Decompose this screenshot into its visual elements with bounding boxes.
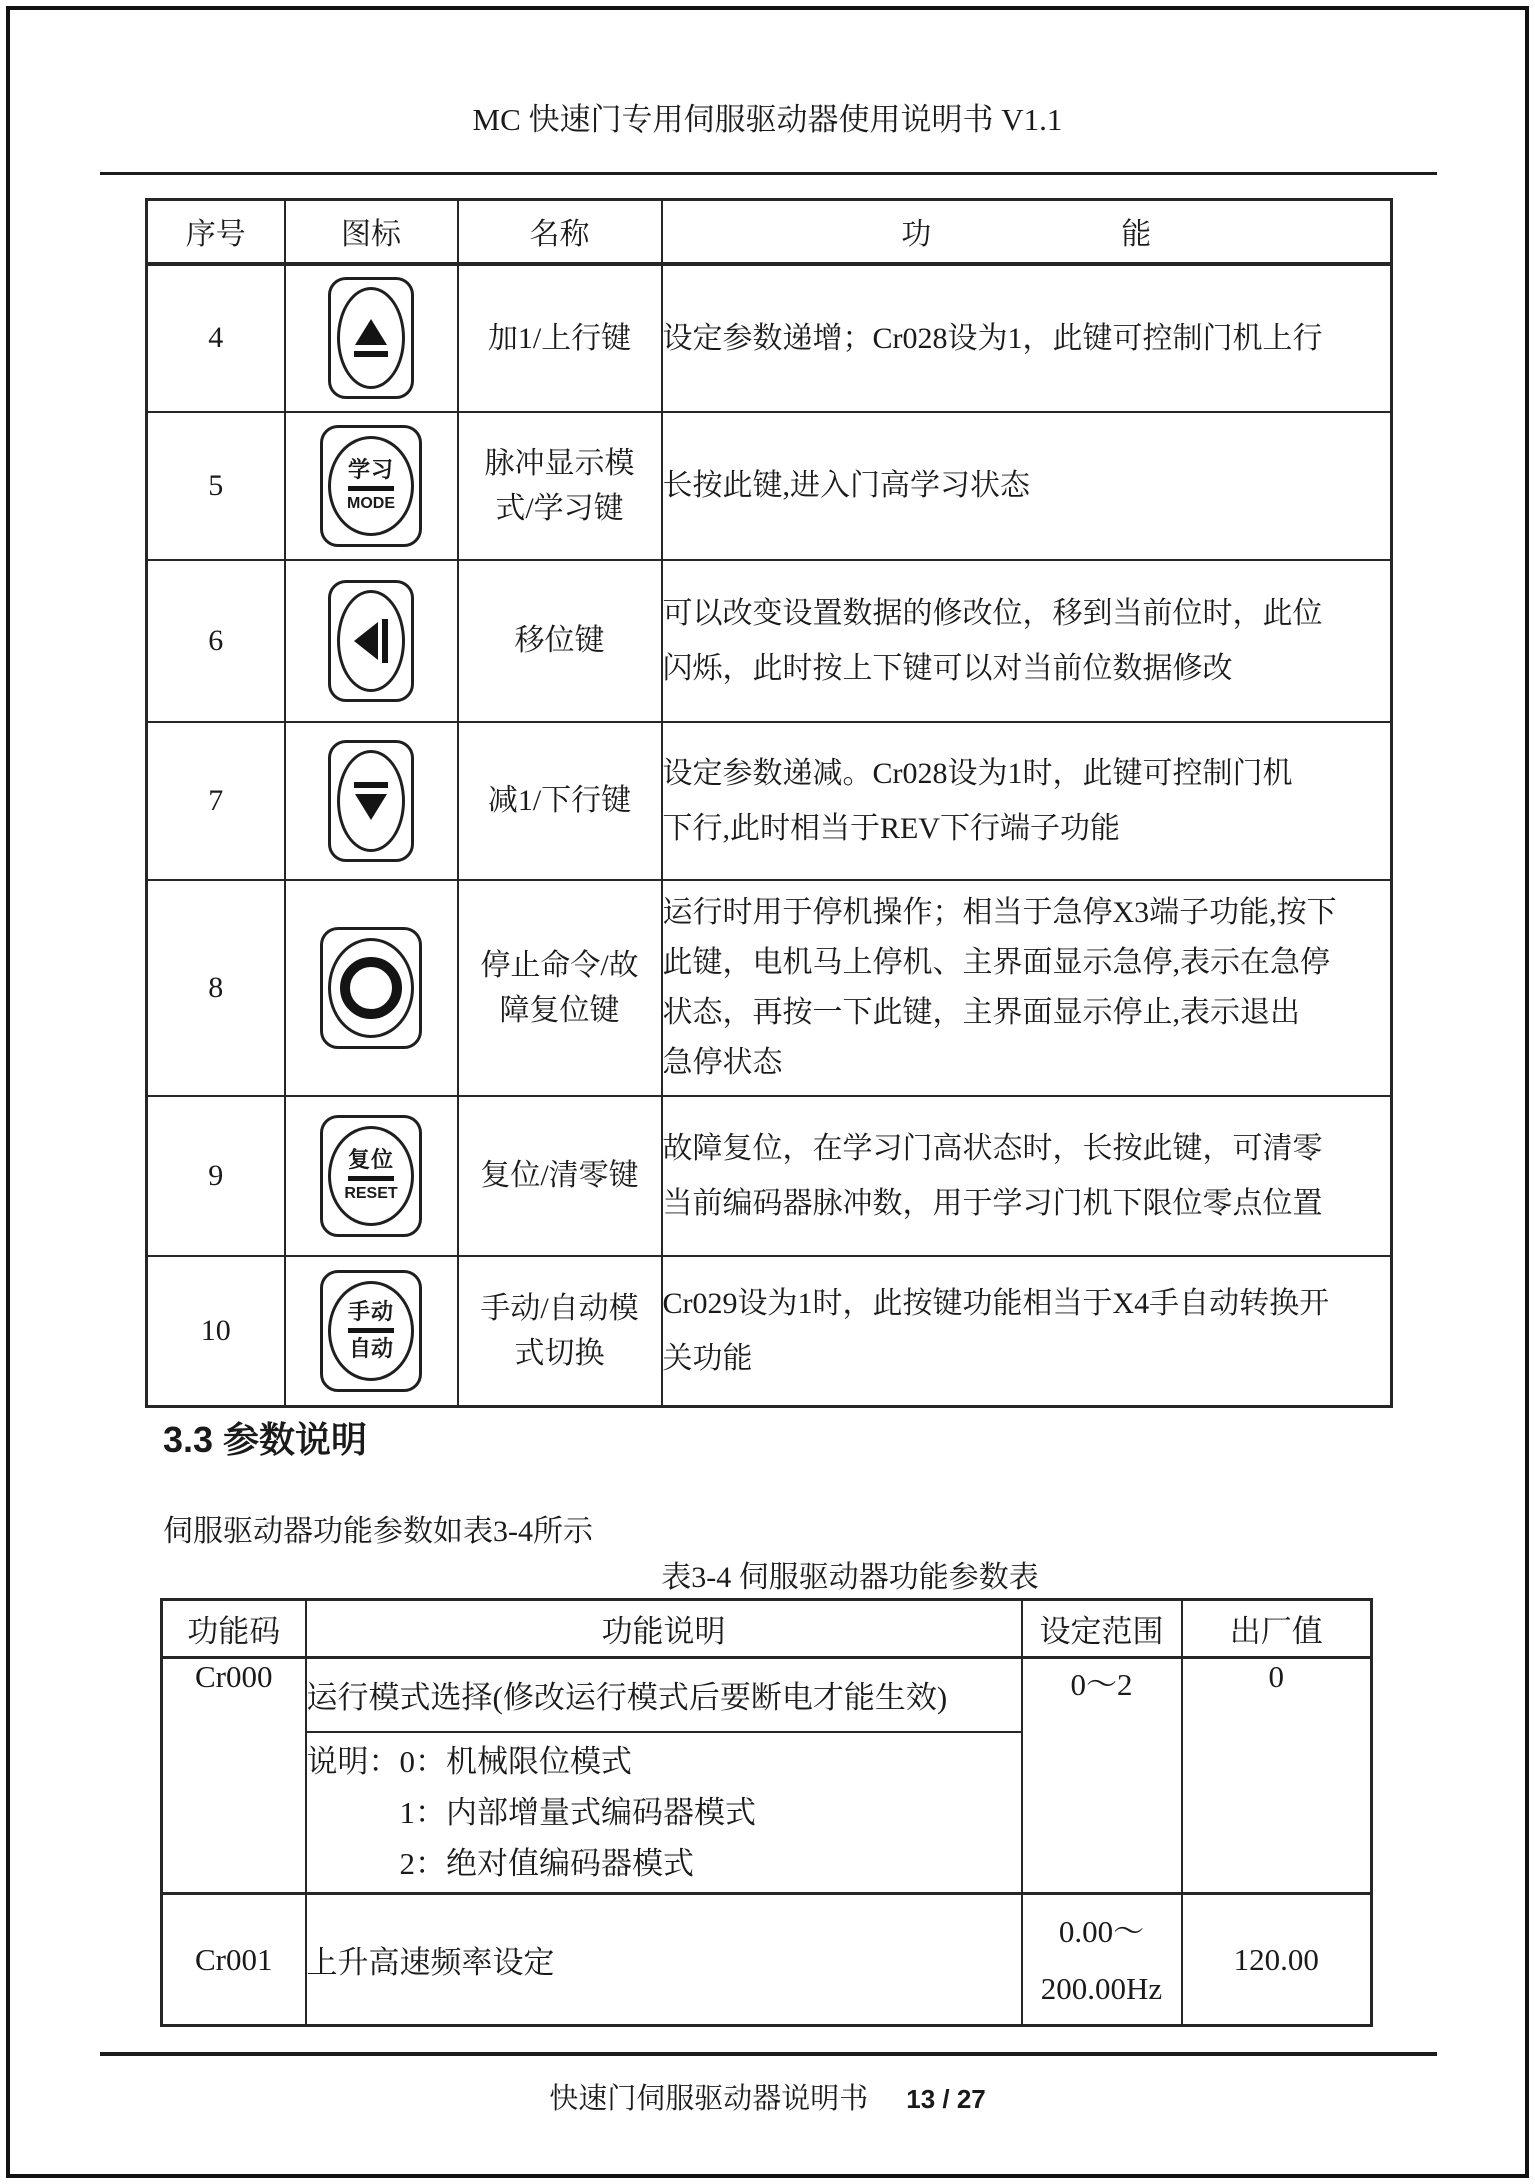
param-note-line: 说明：0：机械限位模式 (306, 1743, 632, 1779)
key-name-line: 移位键 (514, 624, 605, 657)
reset-key-icon (320, 1115, 422, 1237)
key-label-top: 复位 (347, 1147, 394, 1173)
key-icon-cell (285, 722, 458, 880)
key-name-line: 式切换 (514, 1336, 605, 1370)
col-header-range: 设定范围 (1022, 1600, 1182, 1658)
col-header-name: 名称 (458, 200, 662, 264)
param-code: Cr000 (162, 1658, 306, 1894)
col-header-function (662, 200, 1392, 264)
key-function-line: 长按此键,进入门高学习状态 (662, 469, 1030, 502)
param-range-line: 200.00Hz (1040, 1970, 1163, 2006)
key-function (662, 560, 1392, 722)
key-function-line: 设定参数递增；Cr028设为1，此键可控制门机上行 (662, 321, 1323, 355)
key-function-line: 运行时用于停机操作；相当于急停X3端子功能,按下 (662, 895, 1337, 929)
key-name-line: 减1/下行键 (487, 784, 632, 817)
key-description-table (145, 198, 1393, 1408)
key-index: 10 (147, 1256, 285, 1407)
key-index: 6 (147, 560, 285, 722)
key-index: 9 (147, 1096, 285, 1256)
manual-auto-key-icon (320, 1270, 422, 1392)
table-row (147, 560, 1392, 722)
parameter-table (160, 1598, 1373, 2027)
key-index: 8 (147, 880, 285, 1096)
key-function-line: 可以改变设置数据的修改位，移到当前位时，此位 (662, 596, 1323, 630)
key-function-line: Cr029设为1时，此按键功能相当于X4手自动转换开 (662, 1286, 1330, 1320)
table-row (147, 412, 1392, 560)
table-row (162, 1658, 1372, 1732)
key-function-line: 关功能 (662, 1341, 753, 1375)
key-name (458, 412, 662, 560)
key-label-divider (348, 1176, 394, 1181)
param-description: 运行模式选择(修改运行模式后要断电才能生效) (306, 1658, 1022, 1732)
down-key-icon (328, 740, 414, 862)
footer-doc-name: 快速门伺服驱动器说明书 (549, 2083, 869, 2115)
key-function (662, 412, 1392, 560)
col-header-description: 功能说明 (306, 1600, 1022, 1658)
key-name (458, 1256, 662, 1407)
key-label-bottom: RESET (344, 1185, 398, 1203)
page-footer (0, 2076, 1535, 2117)
key-index: 5 (147, 412, 285, 560)
table-header-row (147, 200, 1392, 264)
section-heading: 3.3 参数说明 (163, 1419, 368, 1460)
param-range-line: 0.00～ (1058, 1913, 1145, 1949)
function-header-char: 功 (901, 218, 932, 252)
key-function (662, 880, 1392, 1096)
key-label-bottom: 自动 (348, 1336, 393, 1362)
key-icon-cell (285, 264, 458, 412)
key-name (458, 722, 662, 880)
key-name-line: 停止命令/故 (480, 948, 639, 982)
key-label-bottom: MODE (347, 495, 395, 513)
param-note-line: 2：绝对值编码器模式 (399, 1845, 694, 1881)
table-row (147, 880, 1392, 1096)
key-function-line: 故障复位，在学习门高状态时，长按此键，可清零 (662, 1131, 1323, 1165)
table-row (147, 1096, 1392, 1256)
key-index: 4 (147, 264, 285, 412)
param-note-line: 1：内部增量式编码器模式 (399, 1794, 756, 1830)
param-note (306, 1732, 1022, 1894)
key-name-line: 脉冲显示模 (484, 446, 635, 480)
col-header-code: 功能码 (162, 1600, 306, 1658)
key-function-line: 此键，电机马上停机、主界面显示急停,表示在急停 (662, 945, 1330, 979)
param-range: 0～2 (1022, 1658, 1182, 1894)
footer-page-number: 13 / 27 (906, 2084, 986, 2114)
learn-mode-key-icon (320, 425, 422, 547)
key-function-line: 下行,此时相当于REV下行端子功能 (662, 811, 1120, 845)
col-header-index: 序号 (147, 200, 285, 264)
key-name-line: 复位/清零键 (480, 1159, 639, 1192)
param-table-caption: 表3-4 伺服驱动器功能参数表 (661, 1561, 1039, 1594)
key-name-line: 加1/上行键 (487, 321, 632, 355)
section-intro: 伺服驱动器功能参数如表3-4所示 (163, 1515, 593, 1548)
key-name (458, 880, 662, 1096)
key-label-top: 学习 (347, 457, 394, 483)
key-function-line: 急停状态 (662, 1045, 783, 1079)
key-function (662, 1096, 1392, 1256)
key-function-line: 设定参数递减。Cr028设为1时，此键可控制门机 (662, 756, 1293, 790)
param-default: 120.00 (1182, 1894, 1372, 2026)
key-name-line: 式/学习键 (495, 491, 624, 525)
table-row (147, 264, 1392, 412)
key-label-top: 手动 (347, 1299, 394, 1325)
col-header-icon: 图标 (285, 200, 458, 264)
table-row (162, 1894, 1372, 2026)
document-title: MC 快速门专用伺服驱动器使用说明书 V1.1 (472, 102, 1063, 137)
key-name (458, 264, 662, 412)
key-icon-cell (285, 1096, 458, 1256)
param-code: Cr001 (162, 1894, 306, 2026)
key-icon-cell (285, 560, 458, 722)
stop-key-icon (320, 927, 422, 1049)
header-rule (100, 172, 1437, 175)
key-label-divider (348, 486, 394, 491)
shift-key-icon (328, 580, 414, 702)
key-function (662, 1256, 1392, 1407)
key-label-divider (348, 1328, 394, 1333)
key-icon-cell (285, 1256, 458, 1407)
key-function-line: 当前编码器脉冲数，用于学习门机下限位零点位置 (662, 1186, 1323, 1220)
key-name-line: 障复位键 (499, 993, 620, 1027)
function-header-char: 能 (1121, 218, 1152, 252)
key-function-line: 状态，再按一下此键，主界面显示停止,表示退出 (662, 995, 1300, 1029)
table-header-row (162, 1600, 1372, 1658)
key-function (662, 264, 1392, 412)
key-function (662, 722, 1392, 880)
param-default: 0 (1182, 1658, 1372, 1894)
param-description: 上升高速频率设定 (306, 1894, 1022, 2026)
key-name (458, 1096, 662, 1256)
param-range (1022, 1894, 1182, 2026)
key-icon-cell (285, 412, 458, 560)
key-icon-cell (285, 880, 458, 1096)
key-index: 7 (147, 722, 285, 880)
up-key-icon (328, 277, 414, 399)
key-name-line: 手动/自动模 (480, 1291, 639, 1325)
col-header-default: 出厂值 (1182, 1600, 1372, 1658)
key-name (458, 560, 662, 722)
footer-rule (100, 2052, 1437, 2056)
key-function-line: 闪烁，此时按上下键可以对当前位数据修改 (662, 651, 1233, 685)
table-row (147, 722, 1392, 880)
table-row (147, 1256, 1392, 1407)
